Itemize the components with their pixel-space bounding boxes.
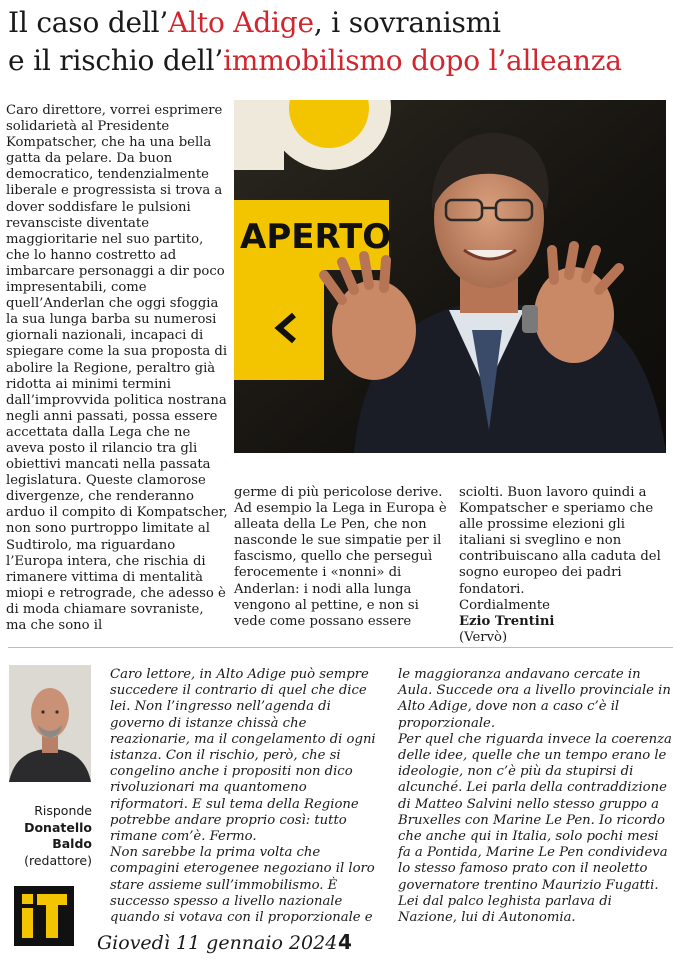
letter-author: Ezio Trentini: [459, 613, 555, 629]
section-divider: [8, 647, 673, 648]
reply-column-2: [398, 667, 673, 926]
photo-illustration: [234, 100, 666, 453]
sign-text: APERTO: [240, 217, 392, 257]
responder-last-name: Baldo: [52, 836, 92, 851]
reply-text-col2: le maggioranza andavano cercate in Aula. Succede ora a livello provinciale in Alto Adige, dove non a caso c’è il proporzionale.: [398, 667, 671, 731]
headline-highlight-immobilismo: immobilismo dopo l’alleanza: [223, 44, 622, 77]
letter-text-col3: sciolti. Buon lavoro quindi a Kompatscher e speriamo che alle prossime elezioni gli italiani si sveglino e non contribuiscano alla caduta del sogno europeo dei padri fondatori.: [459, 485, 661, 597]
headline-highlight-alto-adige: Alto Adige: [168, 6, 314, 39]
letter-author-place: (Vervò): [459, 629, 508, 645]
reply-text-col1b: Non sarebbe la prima volta che compagini eterogenee negoziano il loro stare assieme sull’immobilismo. È successo spesso a livello nazionale quando si votava con il proporzionale e: [110, 845, 375, 926]
reply-text-col1: Caro lettore, in Alto Adige può sempre succedere il contrario di quel che dice lei. Non l’ingresso nell’agenda di governo di istanze chissà che reazionarie, ma il congelamento di ogni istanza. Con il rischio, però, che si congelino anche i propositi non dico rivoluzionari ma quantomeno riformatori. E sul tema della Regione potrebbe andare proprio così: tutto rimane com’è. Fermo.: [110, 667, 376, 845]
logo-icon: [14, 886, 74, 946]
reply-column-1: [110, 667, 385, 926]
letter-closing: Cordialmente: [459, 597, 550, 613]
letter-column-1: [6, 103, 228, 634]
letter-column-3: [459, 485, 673, 646]
responder-credit: [10, 803, 92, 869]
headline-part-1: Il caso dell’: [8, 6, 169, 39]
headline-part-2: , i sovranismi: [313, 6, 501, 39]
page-number: 4: [338, 930, 352, 954]
responder-label: Risponde: [34, 803, 92, 818]
responder-first-name: Donatello: [24, 819, 92, 835]
avatar: [9, 665, 91, 782]
avatar-illustration: [9, 665, 91, 782]
newspaper-logo: [14, 886, 74, 946]
reply-text-col2b: Per quel che riguarda invece la coerenza delle idee, quelle che un tempo erano le ideologie, non c’è più da stupirsi di alcunché. Lei parla della contraddizione di Matteo Salvini nello stesso gruppo a Bruxelles con Marine Le Pen. Io ricordo che anche qui in Italia, solo pochi mesi fa a Pontida, Marine Le Pen condivideva lo stesso famoso prato con il neoletto governatore trentino Maurizio Fugatti. Lei dal palco leghista parlava di Nazione, lui di Autonomia.: [398, 731, 672, 926]
letter-text-col1: Caro direttore, vorrei esprimere solidarietà al Presidente Kompatscher, che ha una bella gatta da pelare. Da buon democratico, tendenzialmente liberale e progressista si trova a dover soddisfare le pulsioni revansciste diventate maggioritarie nel suo partito, che lo hanno costretto ad imbarcare personaggi a dir poco impresentabili, come quell’Anderlan che oggi sfoggia la sua lunga barba su numerosi giornali nazionali, incapaci di spiegare come la sua proposta di abolire la Regione, peraltro già ridotta ai minimi termini dall’improvvida politica nostrana negli anni passati, possa essere accettata dalla Lega che ne aveva posto il rilancio tra gli obiettivi mancati nella passata legislatura. Queste clamorose divergenze, che renderanno arduo il compito di Kompatscher, non sono purtroppo limitate al Sudtirolo, ma riguardano l’Europa intera, che rischia di rimanere vittima di mentalità miopi e retrograde, che adesso è di moda chiamare sovraniste, ma che sono il: [6, 103, 228, 633]
headline: [8, 4, 673, 80]
article-photo: [234, 100, 666, 453]
letter-text-col2: germe di più pericolose derive. Ad esempio la Lega in Europa è alleata della Le Pen, che non nasconde le sue simpatie per il fascismo, quello che perseguì ferocemente i «nonni» di Anderlan: i nodi alla lunga vengono al pettine, e non si vede come possano essere: [234, 485, 447, 629]
letter-column-2: [234, 485, 449, 630]
headline-part-3: e il rischio dell’: [8, 44, 224, 77]
responder-role: (redattore): [24, 852, 92, 868]
footer-date: Giovedì 11 gennaio 2024: [97, 932, 338, 954]
